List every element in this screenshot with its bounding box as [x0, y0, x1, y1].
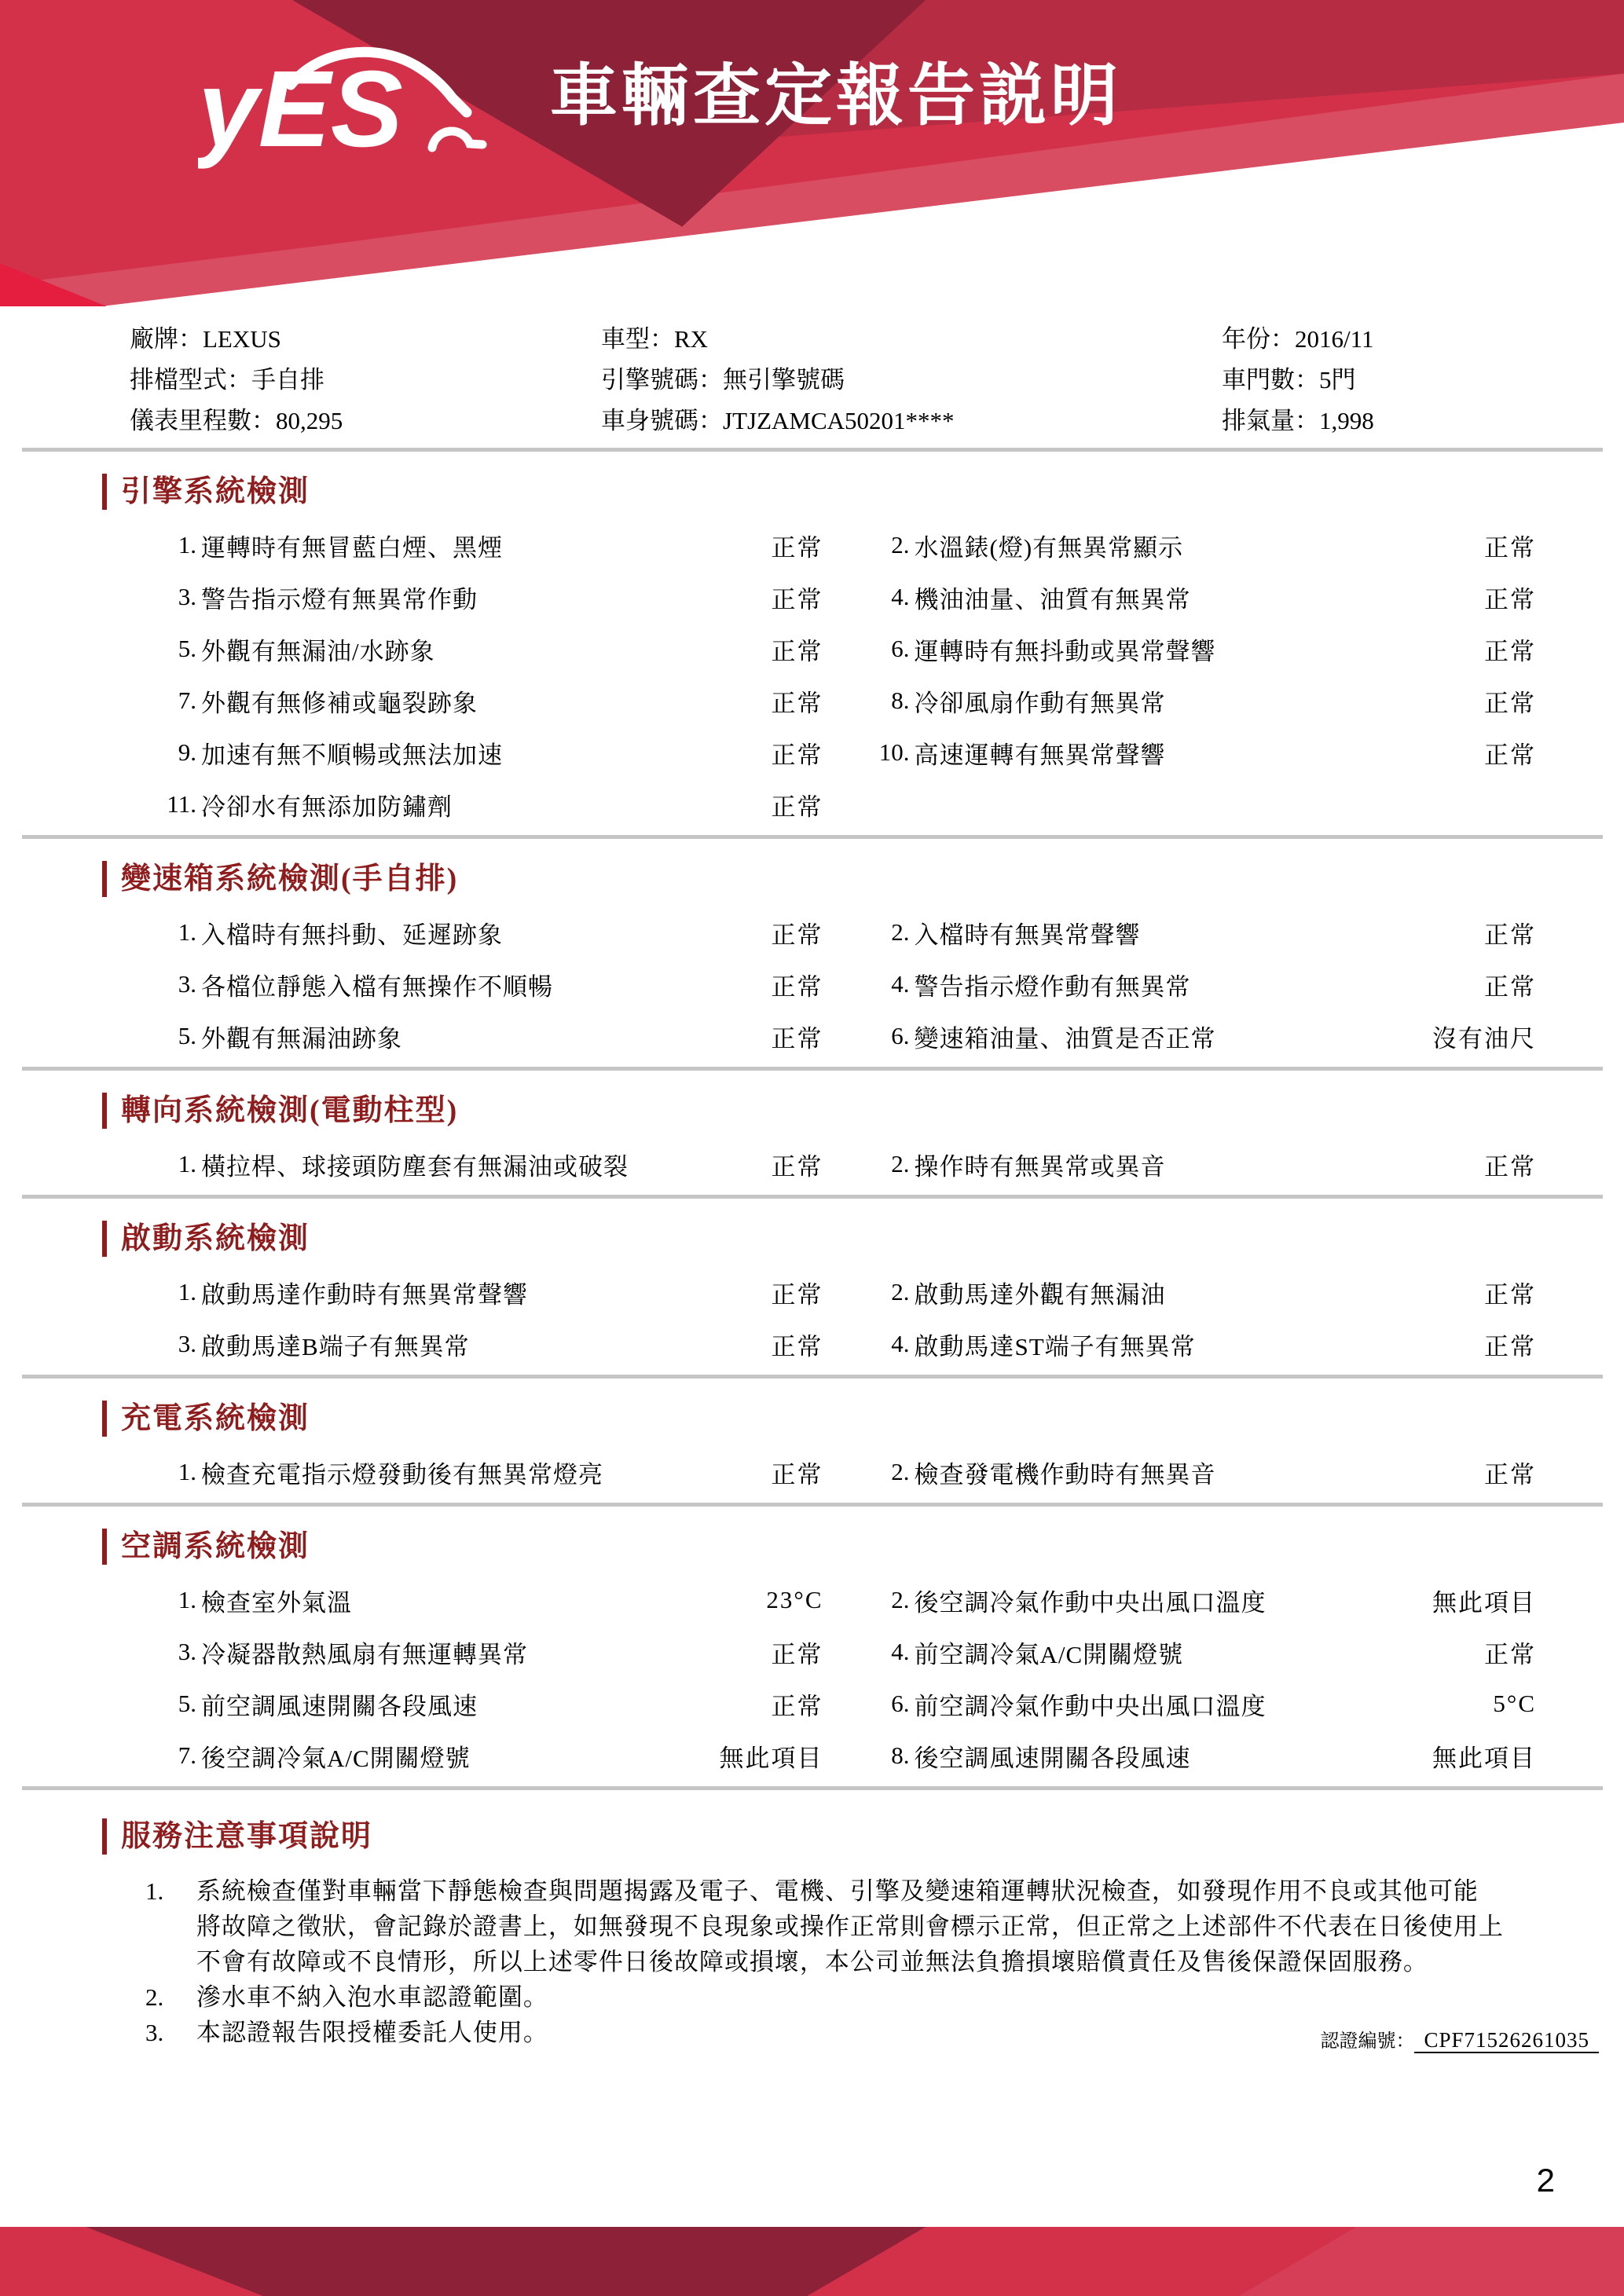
check-item	[157, 727, 823, 778]
note-line: 將故障之徵狀，會記錄於證書上，如無發現不良現象或操作正常則會標示正常，但正常之上述部件不代表在日後使用上	[196, 1913, 1504, 1940]
item-text: 變速箱油量、油質是否正常	[914, 1024, 1216, 1053]
section-divider	[22, 1503, 1603, 1507]
certificate-value: CPF71526261035	[1414, 2028, 1599, 2053]
section-header	[102, 1817, 1624, 1856]
item-number: 1.	[178, 1278, 196, 1305]
section-bar	[102, 1093, 107, 1129]
check-item	[871, 1626, 1537, 1678]
item-text: 後空調冷氣作動中央出風口溫度	[914, 1588, 1267, 1617]
item-number: 2.	[891, 1458, 910, 1485]
yes-car-logo	[198, 36, 520, 170]
check-item	[157, 1678, 823, 1730]
check-item	[157, 571, 823, 623]
item-result: 正常	[771, 1280, 823, 1309]
certificate-number	[1320, 2025, 1599, 2052]
item-number: 3.	[178, 583, 196, 610]
check-items	[157, 519, 1536, 830]
vehicle-info-table	[130, 319, 1624, 441]
vehicle-info-row	[130, 319, 1624, 360]
item-text: 操作時有無異常或異音	[914, 1152, 1166, 1181]
section-bar	[102, 474, 107, 510]
item-text: 啟動馬達作動時有無異常聲響	[201, 1280, 528, 1309]
item-result: 正常	[1484, 1460, 1536, 1489]
section-engine	[0, 472, 1624, 830]
note-number: 2.	[145, 1983, 164, 2011]
check-item	[871, 958, 1537, 1010]
item-result: 正常	[771, 1152, 823, 1181]
item-result: 正常	[1484, 533, 1536, 562]
section-bar	[102, 1401, 107, 1437]
check-item	[157, 1446, 823, 1498]
item-result: 正常	[1484, 1332, 1536, 1360]
info-year: 年份：2016/11	[1222, 325, 1374, 353]
section-transmission	[0, 859, 1624, 1062]
section-header	[102, 859, 1624, 899]
item-text: 入檔時有無異常聲響	[914, 921, 1141, 949]
item-text: 前空調冷氣A/C開關燈號	[914, 1640, 1184, 1668]
note-line: 系統檢查僅對車輛當下靜態檢查與問題揭露及電子、電機、引擎及變速箱運轉狀況檢查，如發現作用不良或其他可能	[196, 1877, 1479, 1905]
item-number: 2.	[891, 1586, 910, 1613]
note-item	[145, 1979, 1600, 2015]
check-items	[157, 1138, 1536, 1190]
note-line: 滲水車不納入泡水車認證範圍。	[196, 1983, 548, 2011]
check-item	[157, 623, 823, 675]
item-number: 2.	[891, 1150, 910, 1177]
info-mileage: 儀表里程數：80,295	[130, 407, 343, 434]
item-number: 8.	[891, 687, 910, 714]
item-text: 外觀有無漏油跡象	[201, 1024, 402, 1053]
check-item	[157, 906, 823, 958]
section-starter	[0, 1219, 1624, 1370]
item-number: 4.	[891, 970, 910, 998]
check-item	[871, 1678, 1537, 1730]
item-number: 10.	[878, 738, 910, 766]
section-bar	[102, 1818, 107, 1855]
info-gearbox: 排檔型式：手自排	[130, 366, 324, 394]
footer-banner	[0, 2227, 1624, 2296]
section-title: 啟動系統檢測	[121, 1222, 310, 1255]
section-title: 空調系統檢測	[121, 1530, 310, 1563]
item-result: 無此項目	[719, 1744, 823, 1772]
item-text: 後空調冷氣A/C開關燈號	[201, 1744, 471, 1772]
item-result: 正常	[771, 1024, 823, 1053]
item-result: 正常	[771, 533, 823, 562]
check-item	[871, 571, 1537, 623]
item-number: 2.	[891, 531, 910, 558]
item-text: 檢查充電指示燈發動後有無異常燈亮	[201, 1460, 603, 1489]
item-text: 警告指示燈作動有無異常	[914, 972, 1191, 1001]
item-number: 1.	[178, 918, 196, 946]
note-line: 本認證報告限授權委託人使用。	[196, 2019, 548, 2046]
item-text: 各檔位靜態入檔有無操作不順暢	[201, 972, 553, 1001]
item-text: 後空調風速開關各段風速	[914, 1744, 1191, 1772]
header-banner	[0, 0, 1624, 306]
note-line: 不會有故障或不良情形，所以上述零件日後故障或損壞，本公司並無法負擔損壞賠償責任及售後保證保固服務。	[196, 1948, 1428, 1976]
check-item	[157, 1318, 823, 1370]
check-item	[871, 906, 1537, 958]
item-number: 1.	[178, 1458, 196, 1485]
section-divider	[22, 1195, 1603, 1199]
check-item	[871, 519, 1537, 571]
item-number: 3.	[178, 1638, 196, 1665]
note-text	[196, 1873, 1600, 1979]
section-divider	[22, 448, 1603, 452]
check-item	[157, 519, 823, 571]
item-result: 正常	[771, 921, 823, 949]
note-number: 1.	[145, 1877, 164, 1905]
item-number: 7.	[178, 1741, 196, 1769]
section-bar	[102, 1221, 107, 1257]
section-header	[102, 1527, 1624, 1566]
section-bar	[102, 861, 107, 897]
item-text: 啟動馬達B端子有無異常	[201, 1332, 470, 1360]
section-aircon	[0, 1527, 1624, 1782]
item-text: 前空調風速開關各段風速	[201, 1692, 478, 1720]
info-displacement: 排氣量：1,998	[1222, 407, 1374, 434]
check-item	[871, 1010, 1537, 1062]
vehicle-info-row	[130, 360, 1624, 401]
check-item	[157, 1138, 823, 1190]
info-doors: 車門數：5門	[1222, 366, 1356, 394]
section-title: 充電系統檢測	[121, 1402, 310, 1435]
item-result: 正常	[1484, 689, 1536, 717]
item-text: 水溫錶(燈)有無異常顯示	[914, 533, 1184, 562]
item-number: 6.	[891, 635, 910, 662]
item-number: 7.	[178, 687, 196, 714]
section-title: 引擎系統檢測	[121, 475, 310, 508]
item-text: 檢查發電機作動時有無異音	[914, 1460, 1216, 1489]
info-model: 車型：RX	[601, 325, 709, 353]
item-result: 沒有油尺	[1432, 1024, 1536, 1053]
item-result: 正常	[771, 741, 823, 769]
item-text: 外觀有無修補或龜裂跡象	[201, 689, 478, 717]
item-text: 啟動馬達ST端子有無異常	[914, 1332, 1196, 1360]
item-number: 3.	[178, 970, 196, 998]
item-number: 6.	[891, 1022, 910, 1049]
item-result: 正常	[771, 1460, 823, 1489]
item-result: 無此項目	[1432, 1588, 1536, 1617]
item-result: 正常	[1484, 972, 1536, 1001]
item-text: 警告指示燈有無異常作動	[201, 585, 478, 613]
section-divider	[22, 1786, 1603, 1790]
item-text: 冷卻風扇作動有無異常	[914, 689, 1166, 717]
note-item	[145, 1873, 1600, 1979]
check-item	[871, 1138, 1537, 1190]
check-item	[157, 1574, 823, 1626]
item-text: 檢查室外氣溫	[201, 1588, 352, 1617]
item-number: 1.	[178, 1586, 196, 1613]
item-result: 正常	[771, 972, 823, 1001]
item-number: 4.	[891, 1330, 910, 1357]
check-item	[157, 675, 823, 727]
section-divider	[22, 1067, 1603, 1071]
info-make: 廠牌：LEXUS	[130, 325, 281, 353]
item-text: 橫拉桿、球接頭防塵套有無漏油或破裂	[201, 1152, 629, 1181]
item-result: 23°C	[766, 1586, 823, 1613]
item-text: 前空調冷氣作動中央出風口溫度	[914, 1692, 1267, 1720]
item-text: 機油油量、油質有無異常	[914, 585, 1191, 613]
item-text: 冷卻水有無添加防鏽劑	[201, 793, 453, 821]
section-title: 服務注意事項說明	[121, 1820, 373, 1853]
note-number: 3.	[145, 2019, 164, 2046]
check-item	[157, 778, 823, 830]
section-header	[102, 1399, 1624, 1438]
section-divider	[22, 1375, 1603, 1379]
check-item	[871, 1446, 1537, 1498]
item-result: 正常	[1484, 585, 1536, 613]
item-result: 正常	[771, 585, 823, 613]
check-item	[871, 727, 1537, 778]
check-item	[157, 1730, 823, 1782]
page-number: 2	[1536, 2162, 1555, 2199]
item-text: 運轉時有無冒藍白煙、黑煙	[201, 533, 503, 562]
item-result: 正常	[1484, 637, 1536, 665]
check-item	[871, 1730, 1537, 1782]
item-number: 4.	[891, 583, 910, 610]
note-list	[145, 1873, 1600, 2050]
section-title: 變速箱系統檢測(手自排)	[121, 862, 459, 895]
item-text: 加速有無不順暢或無法加速	[201, 741, 503, 769]
item-result: 正常	[771, 637, 823, 665]
check-item	[871, 623, 1537, 675]
section-header	[102, 1091, 1624, 1130]
check-item	[871, 1318, 1537, 1370]
item-text: 冷凝器散熱風扇有無運轉異常	[201, 1640, 528, 1668]
check-item	[871, 1266, 1537, 1318]
check-item	[157, 1626, 823, 1678]
item-result: 正常	[1484, 741, 1536, 769]
check-item	[871, 1574, 1537, 1626]
item-text: 運轉時有無抖動或異常聲響	[914, 637, 1216, 665]
section-steering	[0, 1091, 1624, 1190]
check-items	[157, 1446, 1536, 1498]
vehicle-info-row	[130, 401, 1624, 441]
section-divider	[22, 835, 1603, 839]
item-number: 5.	[178, 635, 196, 662]
check-items	[157, 906, 1536, 1062]
item-number: 11.	[167, 790, 196, 818]
section-service-notes	[0, 1817, 1624, 2050]
item-result: 無此項目	[1432, 1744, 1536, 1772]
logo-text: yES	[198, 49, 403, 170]
item-result: 正常	[1484, 1640, 1536, 1668]
item-number: 5.	[178, 1022, 196, 1049]
info-vin: 車身號碼：JTJZAMCA50201****	[601, 407, 955, 434]
item-number: 2.	[891, 918, 910, 946]
item-number: 5.	[178, 1690, 196, 1717]
certificate-label: 認證編號：	[1320, 2031, 1415, 2052]
item-result: 正常	[771, 1640, 823, 1668]
item-number: 3.	[178, 1330, 196, 1357]
check-items	[157, 1266, 1536, 1370]
item-text: 外觀有無漏油/水跡象	[201, 637, 435, 665]
section-header	[102, 472, 1624, 511]
item-result: 正常	[771, 1692, 823, 1720]
item-number: 2.	[891, 1278, 910, 1305]
check-item	[157, 958, 823, 1010]
car-wheel-line	[432, 131, 482, 148]
item-result: 正常	[771, 1332, 823, 1360]
section-header	[102, 1219, 1624, 1258]
section-bar	[102, 1529, 107, 1565]
info-engine-no: 引擎號碼：無引擎號碼	[601, 366, 845, 394]
item-result: 正常	[771, 793, 823, 821]
item-text: 高速運轉有無異常聲響	[914, 741, 1166, 769]
item-number: 9.	[178, 738, 196, 766]
item-result: 5°C	[1493, 1690, 1536, 1717]
check-item	[871, 675, 1537, 727]
item-text: 啟動馬達外觀有無漏油	[914, 1280, 1166, 1309]
check-items	[157, 1574, 1536, 1782]
item-result: 正常	[1484, 921, 1536, 949]
item-number: 1.	[178, 531, 196, 558]
note-text	[196, 1979, 1600, 2015]
section-title: 轉向系統檢測(電動柱型)	[121, 1094, 459, 1127]
item-number: 4.	[891, 1638, 910, 1665]
item-result: 正常	[1484, 1280, 1536, 1309]
check-item	[157, 1266, 823, 1318]
item-result: 正常	[771, 689, 823, 717]
page-title: 車輛查定報告説明	[550, 58, 1122, 134]
item-number: 6.	[891, 1690, 910, 1717]
check-item	[157, 1010, 823, 1062]
section-charging	[0, 1399, 1624, 1498]
item-text: 入檔時有無抖動、延遲跡象	[201, 921, 503, 949]
item-number: 8.	[891, 1741, 910, 1769]
item-result: 正常	[1484, 1152, 1536, 1181]
item-number: 1.	[178, 1150, 196, 1177]
